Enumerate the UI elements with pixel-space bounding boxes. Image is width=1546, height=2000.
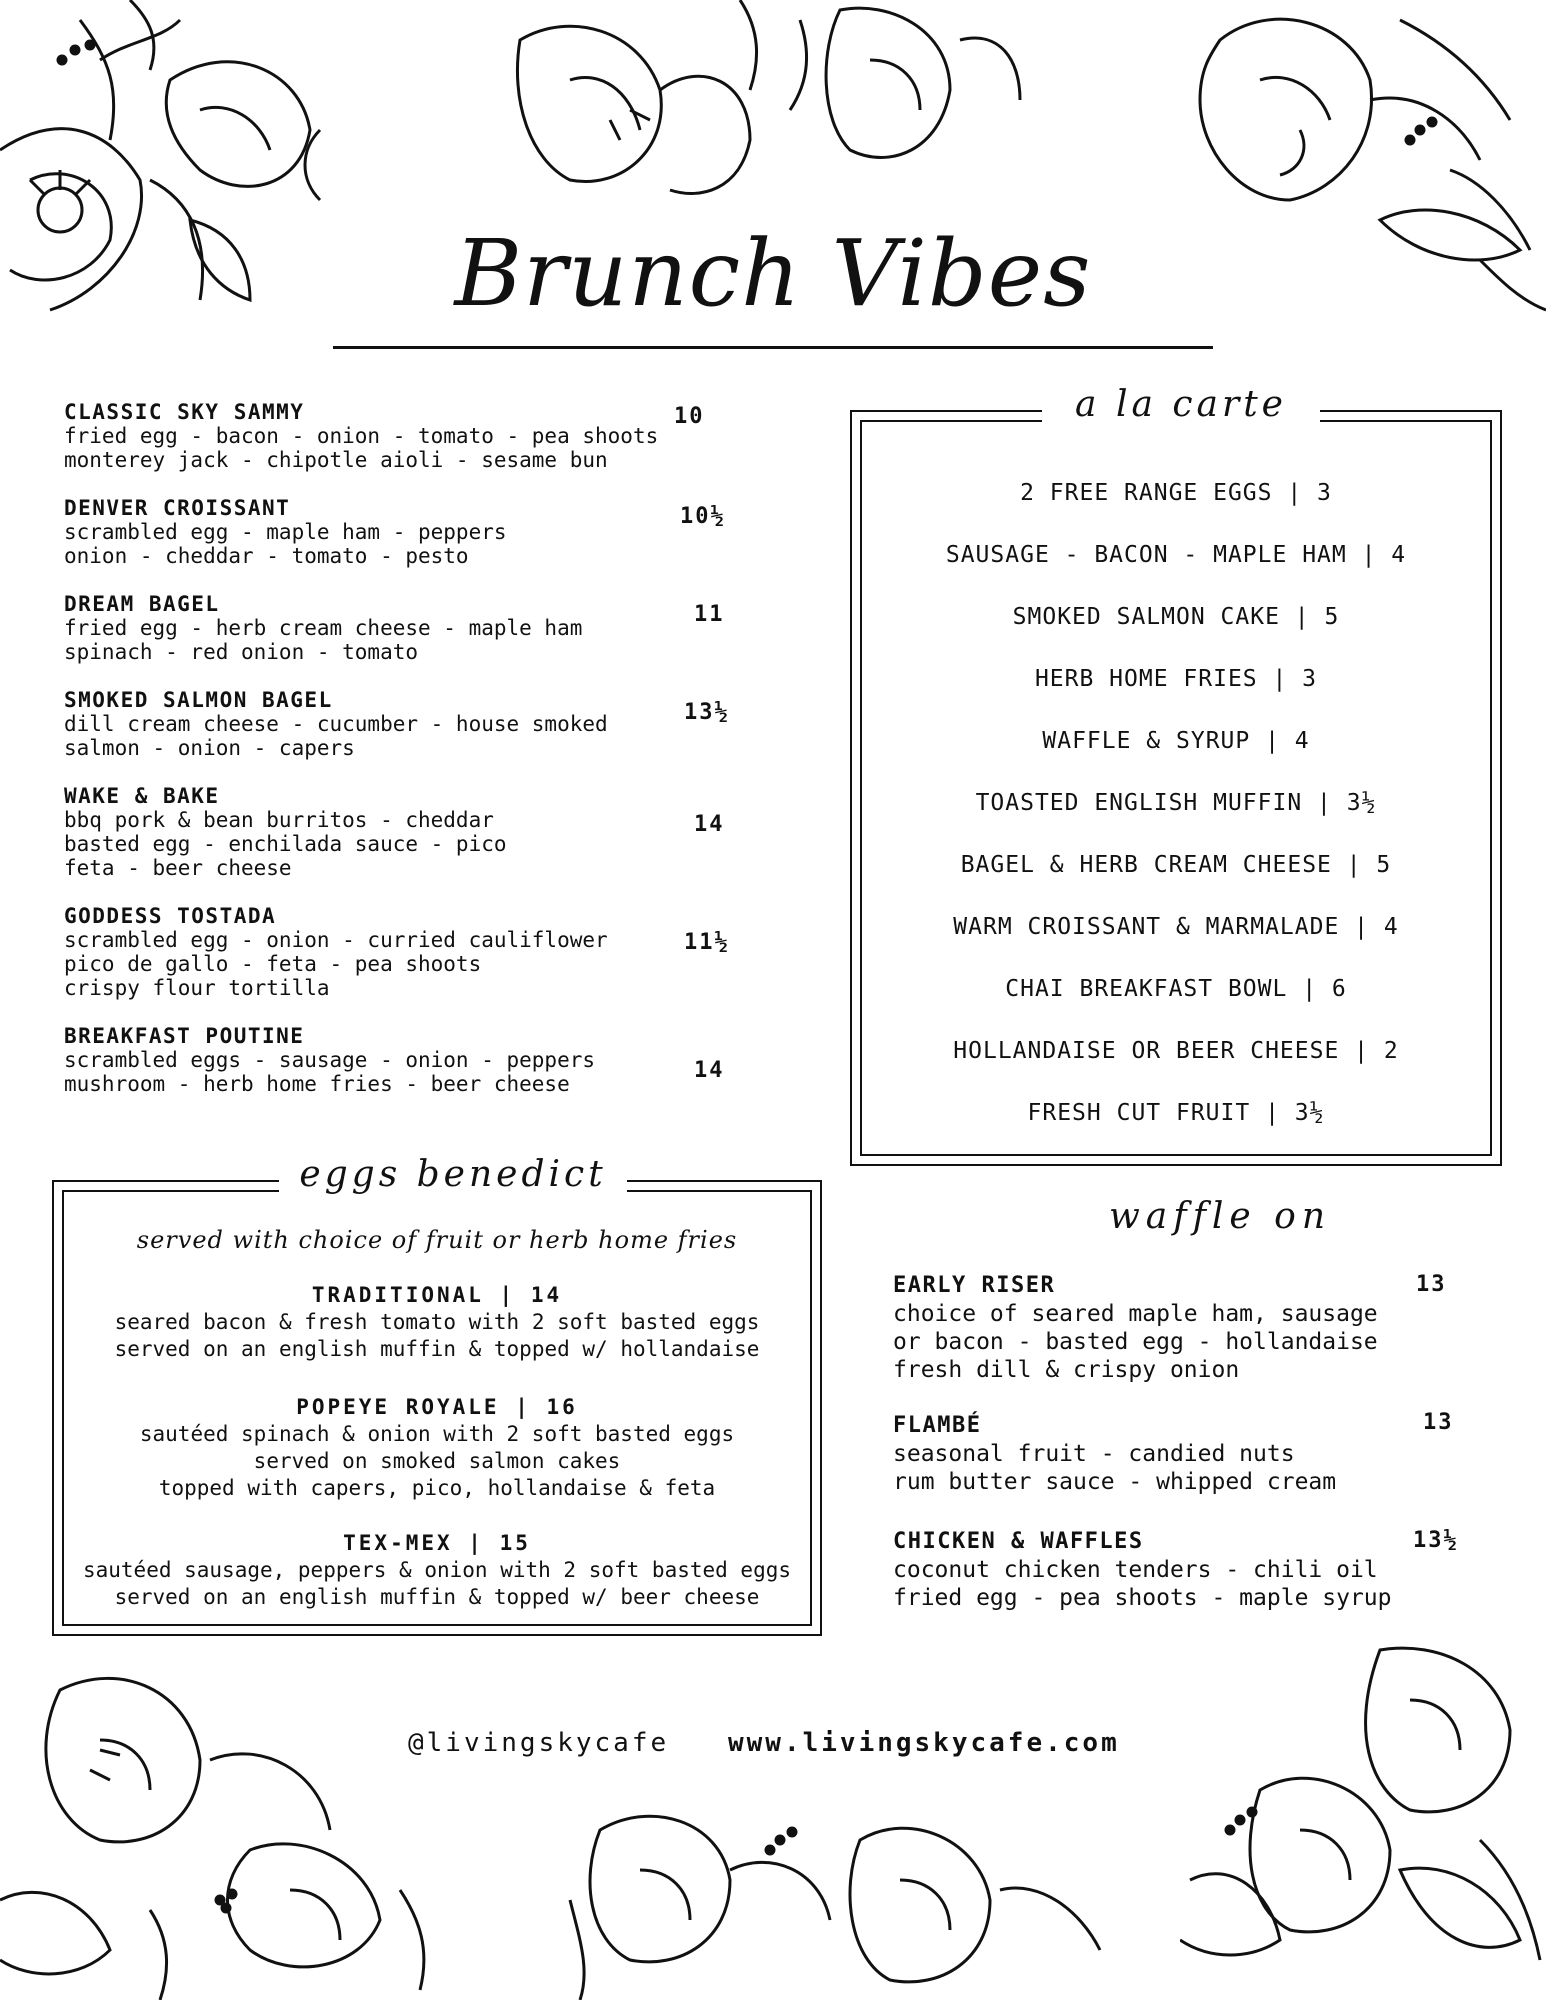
waffle-item-description: choice of seared maple ham, sausage or bacon - basted egg - hollandaise fresh dill & crispy onion xyxy=(893,1301,1378,1383)
menu-item-price: 11½ xyxy=(684,930,730,955)
menu-item-name: BREAKFAST POUTINE xyxy=(64,1024,305,1048)
menu-item-price: 14 xyxy=(694,812,725,837)
waffle-item-name: EARLY RISER xyxy=(893,1273,1056,1298)
menu-item-name: SMOKED SALMON BAGEL xyxy=(64,688,333,712)
menu-item xyxy=(64,496,764,568)
menu-item-description: fried egg - herb cream cheese - maple ham spinach - red onion - tomato xyxy=(64,616,583,664)
a-la-carte-item: CHAI BREAKFAST BOWL | 6 xyxy=(1005,976,1347,1002)
menu-item-name: DENVER CROISSANT xyxy=(64,496,291,520)
a-la-carte-item: WARM CROISSANT & MARMALADE | 4 xyxy=(953,914,1399,940)
a-la-carte-item: TOASTED ENGLISH MUFFIN | 3½ xyxy=(975,790,1377,816)
benedict-item xyxy=(54,1530,820,1611)
menu-item-price: 11 xyxy=(694,602,725,627)
menu-item xyxy=(64,1024,764,1096)
website-link[interactable]: www.livingskycafe.com xyxy=(728,1728,1120,1758)
floral-bottom-center-decoration xyxy=(560,1780,1120,2000)
menu-title: Brunch Vibes xyxy=(454,220,1092,327)
benedict-item-description: sautéed sausage, peppers & onion with 2 soft basted eggs served on an english muffin & topped w/ beer cheese xyxy=(82,1558,791,1609)
waffle-on-title: waffle on xyxy=(1108,1196,1332,1237)
title-divider xyxy=(333,346,1213,349)
waffle-item-description: coconut chicken tenders - chili oil fried egg - pea shoots - maple syrup xyxy=(893,1557,1392,1611)
eggs-benedict-subtitle: served with choice of fruit or herb home fries xyxy=(136,1226,738,1254)
waffle-item-price: 13 xyxy=(1416,1272,1447,1297)
waffle-item-price: 13 xyxy=(1423,1410,1454,1435)
a-la-carte-item: HERB HOME FRIES | 3 xyxy=(1034,666,1318,692)
menu-item-price: 13½ xyxy=(684,700,730,725)
menu-item xyxy=(64,784,764,880)
a-la-carte-item: SMOKED SALMON CAKE | 5 xyxy=(1012,604,1340,630)
menu-item xyxy=(64,400,764,472)
a-la-carte-item: 2 FREE RANGE EGGS | 3 xyxy=(1020,480,1332,506)
menu-item-name: DREAM BAGEL xyxy=(64,592,220,616)
a-la-carte-item: BAGEL & HERB CREAM CHEESE | 5 xyxy=(960,852,1392,878)
waffle-item-name: CHICKEN & WAFFLES xyxy=(893,1529,1144,1554)
menu-item-description: fried egg - bacon - onion - tomato - pea shoots monterey jack - chipotle aioli - sesame bun xyxy=(64,424,659,472)
menu-item-description: scrambled egg - maple ham - peppers onion - cheddar - tomato - pesto xyxy=(64,520,507,568)
a-la-carte-item: SAUSAGE - BACON - MAPLE HAM | 4 xyxy=(945,542,1407,568)
menu-item-price: 10 xyxy=(674,404,705,429)
menu-item xyxy=(64,592,764,664)
benedict-item-description: sautéed spinach & onion with 2 soft basted eggs served on smoked salmon cakes topped with capers, pico, hollandaise & feta xyxy=(139,1422,735,1500)
floral-bottom-left-decoration xyxy=(0,1650,460,2000)
floral-bottom-right-decoration xyxy=(1180,1640,1546,2000)
menu-item-name: GODDESS TOSTADA xyxy=(64,904,277,928)
waffle-item-price: 13½ xyxy=(1413,1528,1459,1553)
a-la-carte-item: HOLLANDAISE OR BEER CHEESE | 2 xyxy=(953,1038,1399,1064)
benedict-item xyxy=(54,1282,820,1363)
menu-item xyxy=(64,688,764,760)
a-la-carte-item: FRESH CUT FRUIT | 3½ xyxy=(1027,1100,1325,1126)
a-la-carte-box xyxy=(850,384,1502,1166)
benedict-item-name: POPEYE ROYALE | 16 xyxy=(296,1395,578,1419)
waffle-item-name: FLAMBÉ xyxy=(893,1413,982,1438)
menu-item xyxy=(64,904,764,1000)
benedict-item-name: TEX-MEX | 15 xyxy=(343,1531,531,1555)
eggs-benedict-box xyxy=(52,1154,822,1636)
floral-top-center-decoration xyxy=(510,0,1030,230)
social-handle: @livingskycafe xyxy=(408,1728,670,1758)
menu-item-name: WAKE & BAKE xyxy=(64,784,220,808)
a-la-carte-list xyxy=(852,462,1500,1144)
menu-item-description: dill cream cheese - cucumber - house smoked salmon - onion - capers xyxy=(64,712,608,760)
benedict-item-name: TRADITIONAL | 14 xyxy=(311,1283,563,1307)
waffle-item xyxy=(893,1412,1493,1496)
eggs-benedict-title: eggs benedict xyxy=(279,1154,627,1195)
benedict-item xyxy=(54,1394,820,1502)
menu-item-description: scrambled egg - onion - curried cauliflower pico de gallo - feta - pea shoots crispy flour tortilla xyxy=(64,928,608,1000)
menu-item-price: 10½ xyxy=(680,504,726,529)
menu-item-description: bbq pork & bean burritos - cheddar basted egg - enchilada sauce - pico feta - beer cheese xyxy=(64,808,507,880)
menu-item-description: scrambled eggs - sausage - onion - peppers mushroom - herb home fries - beer cheese xyxy=(64,1048,596,1096)
waffle-item xyxy=(893,1528,1493,1612)
menu-item-name: CLASSIC SKY SAMMY xyxy=(64,400,305,424)
a-la-carte-title: a la carte xyxy=(1042,384,1320,425)
benedict-item-description: seared bacon & fresh tomato with 2 soft basted eggs served on an english muffin & topped w/ hollandaise xyxy=(114,1310,760,1361)
menu-item-price: 14 xyxy=(694,1058,725,1083)
waffle-item xyxy=(893,1272,1493,1384)
waffle-item-description: seasonal fruit - candied nuts rum butter sauce - whipped cream xyxy=(893,1441,1337,1495)
a-la-carte-item: WAFFLE & SYRUP | 4 xyxy=(1042,728,1310,754)
